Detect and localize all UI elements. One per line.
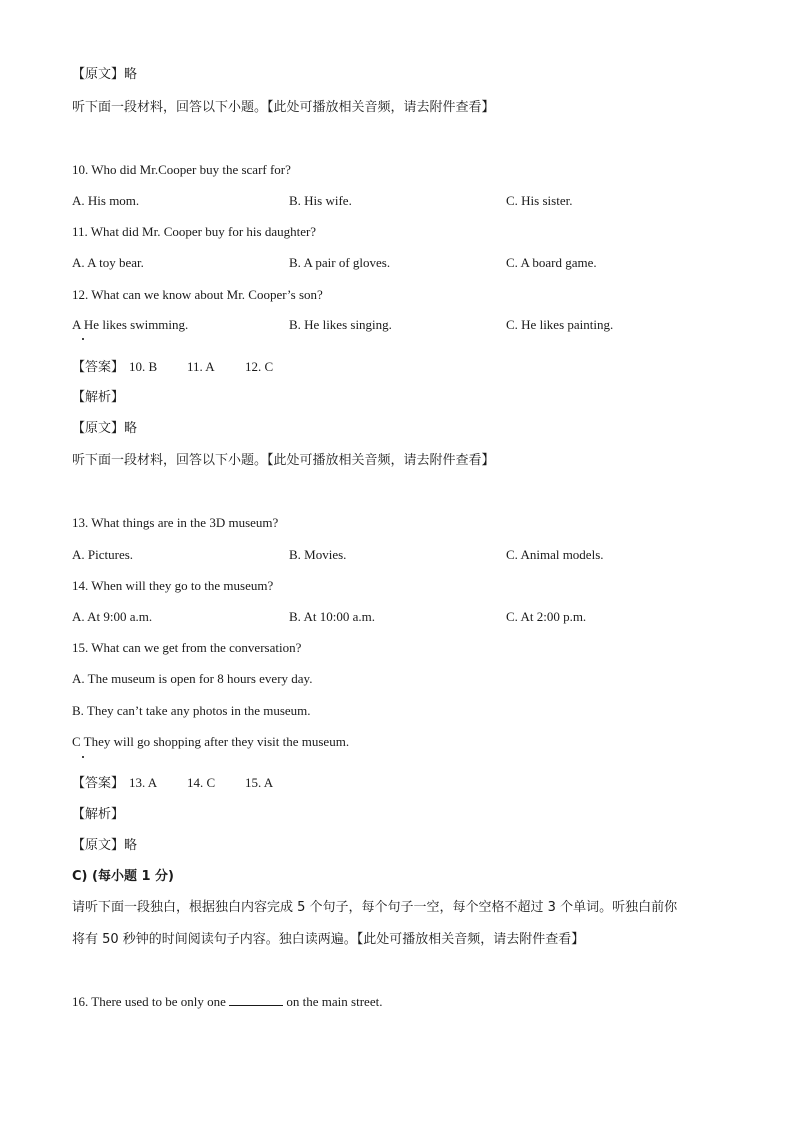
question-16 [72, 993, 382, 1011]
answer-14: 14. C [187, 775, 216, 790]
question-13-stem: 13. What things are in the 3D museum? [72, 515, 279, 530]
answer-13: 13. A [129, 775, 158, 790]
question-12-stem: 12. What can we know about Mr. Cooper’s son? [72, 287, 323, 302]
stray-dot [82, 756, 84, 758]
stray-dot [82, 338, 84, 340]
answer-10: 10. B [129, 359, 158, 374]
question-16-text-before: 16. There used to be only one [72, 994, 230, 1009]
analysis-label: 【解析】 [72, 390, 125, 405]
question-14-option-b: B. At 10:00 a.m. [289, 609, 375, 624]
question-12-option-c: C. He likes painting. [506, 317, 614, 332]
question-11-option-c: C. A board game. [506, 255, 597, 270]
part-c-instruction-line-2: 将有 50 秒钟的时间阅读句子内容。独白读两遍。【此处可播放相关音频，请去附件查看】 [72, 932, 585, 947]
question-12-option-b: B. He likes singing. [289, 317, 392, 332]
answer-blank[interactable] [229, 993, 283, 1006]
listen-instruction: 听下面一段材料，回答以下小题。【此处可播放相关音频，请去附件查看】 [72, 100, 495, 115]
question-15-stem: 15. What can we get from the conversation? [72, 640, 302, 655]
question-10-stem: 10. Who did Mr.Cooper buy the scarf for? [72, 162, 291, 177]
question-10-option-b: B. His wife. [289, 193, 352, 208]
answer-15: 15. A [245, 775, 274, 790]
question-16-text-after: on the main street. [283, 994, 383, 1009]
question-13-option-b: B. Movies. [289, 547, 347, 562]
question-15-option-c: C They will go shopping after they visit the museum. [72, 734, 350, 749]
question-12-option-a: A He likes swimming. [72, 317, 189, 332]
question-11-stem: 11. What did Mr. Cooper buy for his daughter? [72, 224, 317, 239]
question-13-option-c: C. Animal models. [506, 547, 604, 562]
source-label: 【原文】略 [72, 421, 138, 436]
source-label: 【原文】略 [72, 838, 138, 853]
answer-label: 【答案】 [72, 776, 125, 791]
question-15-option-b: B. They can’t take any photos in the museum. [72, 703, 311, 718]
answer-label: 【答案】 [72, 360, 125, 375]
question-14-stem: 14. When will they go to the museum? [72, 578, 274, 593]
answer-row [72, 358, 124, 377]
question-11-option-b: B. A pair of gloves. [289, 255, 391, 270]
question-15-option-a: A. The museum is open for 8 hours every day. [72, 671, 313, 686]
analysis-label: 【解析】 [72, 807, 125, 822]
part-c-instruction-line-1: 请听下面一段独白，根据独白内容完成 5 个句子，每个句子一空，每个空格不超过 3 个单词。听独白前你 [72, 900, 678, 915]
question-10-option-a: A. His mom. [72, 193, 140, 208]
part-c-title: C) (每小题 1 分) [72, 869, 174, 884]
source-label: 【原文】略 [72, 67, 138, 82]
answer-row [72, 774, 124, 793]
question-11-option-a: A. A toy bear. [72, 255, 144, 270]
question-10-option-c: C. His sister. [506, 193, 573, 208]
question-14-option-a: A. At 9:00 a.m. [72, 609, 153, 624]
answer-12: 12. C [245, 359, 274, 374]
answer-11: 11. A [187, 359, 215, 374]
question-14-option-c: C. At 2:00 p.m. [506, 609, 587, 624]
listen-instruction: 听下面一段材料，回答以下小题。【此处可播放相关音频，请去附件查看】 [72, 453, 495, 468]
question-13-option-a: A. Pictures. [72, 547, 134, 562]
